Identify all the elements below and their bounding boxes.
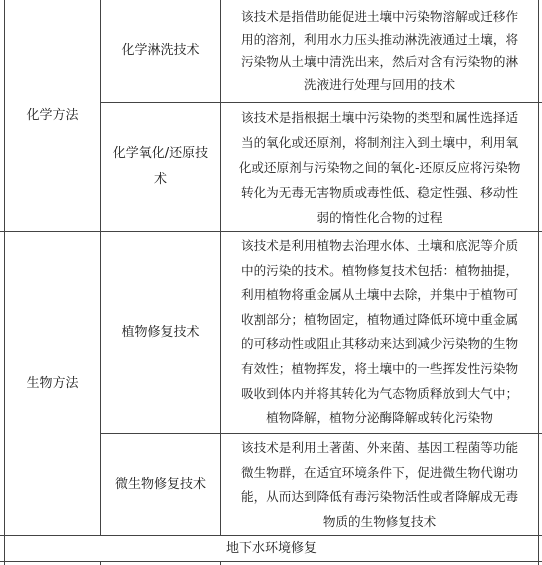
description-line: 洗液进行处理与回用的技术 bbox=[303, 76, 456, 92]
method-name-cell bbox=[101, 434, 220, 535]
description-line: 转化为无毒无害物质或毒性低、稳定性强、移动性 bbox=[240, 185, 519, 200]
method-description bbox=[221, 234, 538, 431]
method-description bbox=[221, 6, 538, 96]
description-line: 中的污染的技术。植物修复技术包括：植物抽提， bbox=[240, 262, 519, 278]
col-divider bbox=[100, 561, 101, 565]
description-line: 的可移动性或阻止其移动来达到减少污染物的生物 bbox=[240, 336, 519, 352]
method-description bbox=[221, 436, 538, 534]
col-divider bbox=[220, 561, 221, 565]
method-description bbox=[221, 105, 538, 230]
description-line: 化或还原剂与污染物之间的氧化-还原反应将污染物 bbox=[238, 160, 521, 175]
method-name: 微生物修复技术 bbox=[114, 476, 206, 492]
method-name-cell bbox=[101, 232, 220, 433]
description-line: 该技术是利用植物去治理水体、土壤和底泥等介质 bbox=[240, 238, 519, 253]
row-divider bbox=[0, 561, 542, 562]
category-chemical bbox=[5, 0, 100, 231]
description-line: 该技术是指借助能促进土壤中污染物溶解或迁移作 bbox=[240, 9, 519, 24]
description-line: 该技术是利用土著菌、外来菌、基因工程菌等功能 bbox=[240, 440, 519, 455]
description-line: 物质的生物修复技术 bbox=[322, 513, 437, 529]
method-name: 术 bbox=[153, 172, 167, 187]
description-line: 吸收到体内并将其转化为气态物质释放到大气中； bbox=[240, 385, 519, 401]
category-biological bbox=[5, 232, 100, 535]
description-line: 用的溶剂，利用水力压头推动淋洗液通过土壤，将 bbox=[240, 31, 519, 47]
method-name-cell bbox=[101, 103, 220, 231]
category-label: 化学方法 bbox=[26, 107, 79, 123]
category-label: 生物方法 bbox=[26, 375, 79, 391]
section-header-label: 地下水环境修复 bbox=[225, 540, 317, 556]
description-line: 收割部分；植物固定，植物通过降低环境中重金属 bbox=[240, 311, 519, 327]
description-line: 弱的惰性化合物的过程 bbox=[316, 210, 443, 225]
method-name: 植物修复技术 bbox=[121, 324, 200, 340]
description-line: 有效性；植物挥发，将土壤中的一些挥发性污染物 bbox=[240, 360, 519, 376]
section-header bbox=[5, 536, 538, 561]
method-name: 化学氧化/还原技 bbox=[112, 146, 209, 161]
description-line: 微生物群，在适宜环境条件下，促进微生物代谢功 bbox=[240, 464, 519, 480]
method-name-cell bbox=[101, 0, 220, 102]
description-line: 植物降解，植物分泌酶降解或转化污染物 bbox=[266, 410, 493, 426]
description-line: 能，从而达到降低有毒污染物活性或者降解成无毒 bbox=[240, 489, 519, 505]
description-line: 利用植物将重金属从土壤中去除，并集中于植物可 bbox=[240, 287, 519, 303]
description-line: 当的氧化或还原剂，将制剂注入到土壤中，利用氧 bbox=[240, 135, 519, 150]
method-name: 化学淋洗技术 bbox=[121, 43, 200, 58]
description-line: 该技术是指根据土壤中污染物的类型和属性选择适 bbox=[240, 110, 519, 125]
col-divider bbox=[538, 0, 539, 565]
description-line: 污染物从土壤中清洗出来，然后对含有污染物的淋 bbox=[240, 54, 519, 70]
